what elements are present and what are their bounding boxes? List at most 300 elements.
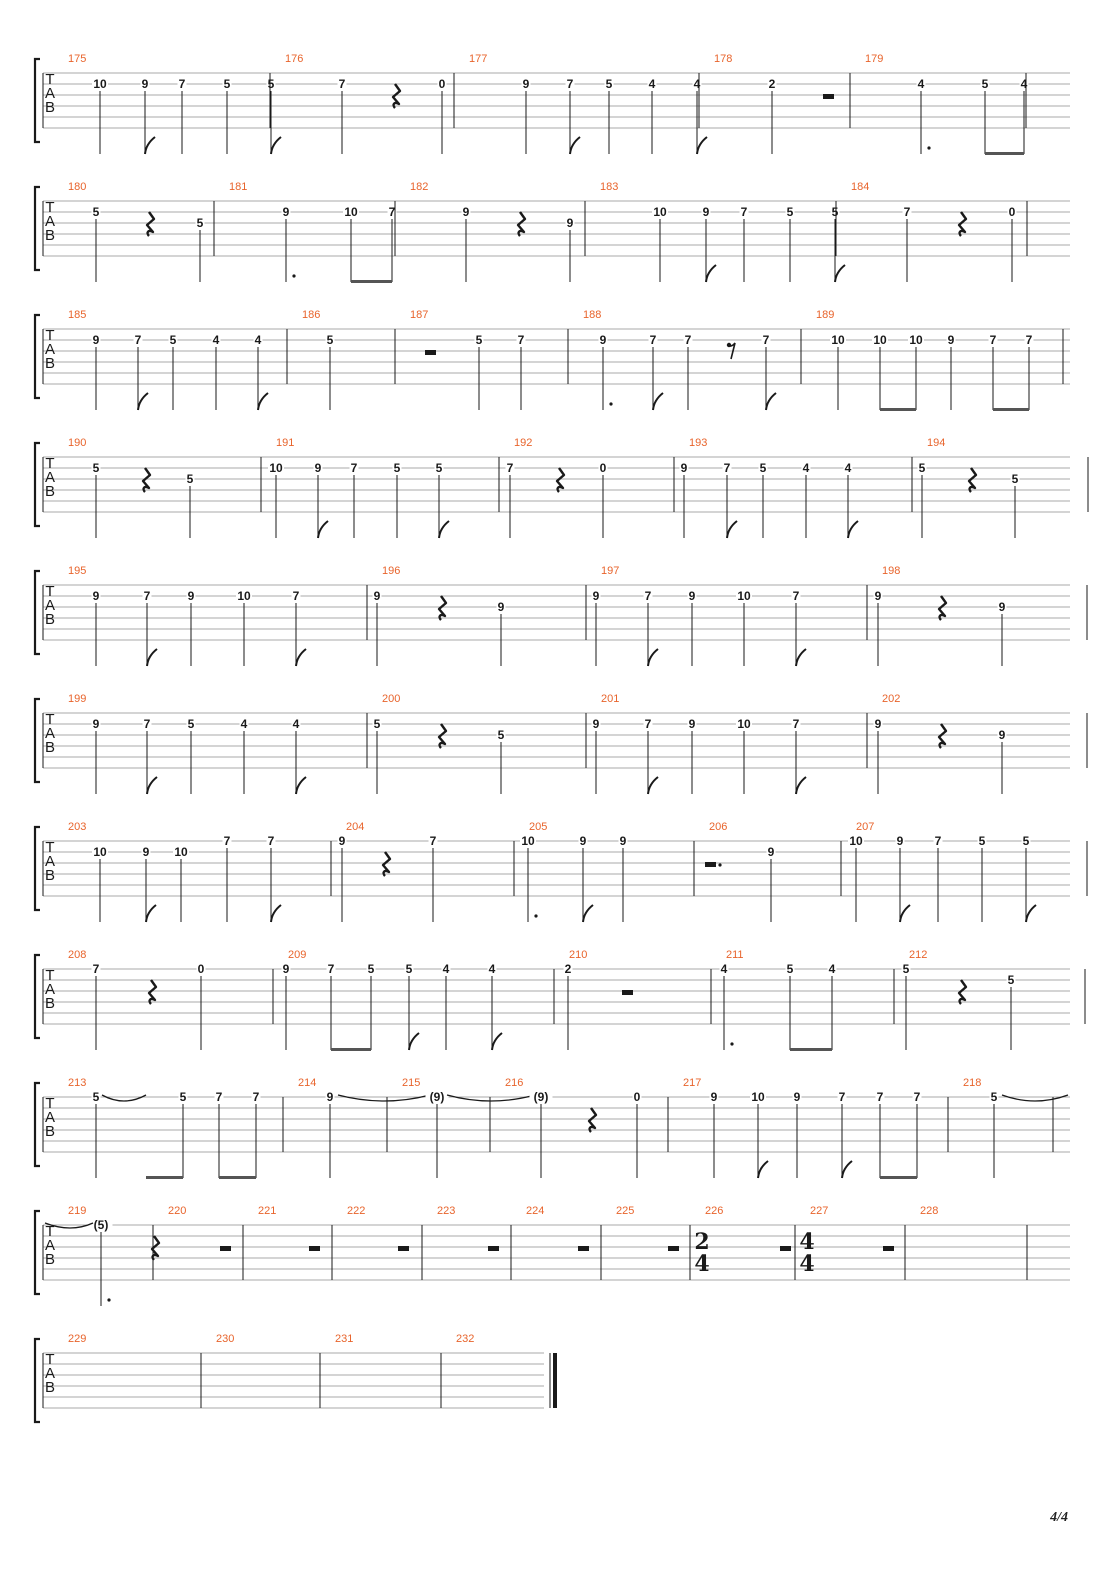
measure-number: 220 xyxy=(168,1205,187,1217)
tie-arc xyxy=(1002,1095,1068,1101)
fret-number: 9 xyxy=(92,589,100,603)
measure-number: 217 xyxy=(683,1077,702,1089)
measure-number: 203 xyxy=(68,821,87,833)
fret-number: 7 xyxy=(429,834,437,848)
fret-number: 9 xyxy=(282,205,290,219)
tab-clef-letter: A xyxy=(44,981,56,998)
fret-number: 5 xyxy=(1007,973,1015,987)
measure-number: 198 xyxy=(882,565,901,577)
fret-number: 5 xyxy=(92,461,100,475)
measure-number: 180 xyxy=(68,181,87,193)
fret-number: 10 xyxy=(174,845,188,859)
measure-number: 221 xyxy=(258,1205,277,1217)
fret-number: 7 xyxy=(143,717,151,731)
fret-number: 5 xyxy=(786,205,794,219)
fret-number: 4 xyxy=(488,962,496,976)
fret-number: 4 xyxy=(254,333,262,347)
quarter-rest xyxy=(959,980,966,1004)
measure-number: 228 xyxy=(920,1205,939,1217)
note-beam xyxy=(985,152,1024,155)
measure-number: 226 xyxy=(705,1205,724,1217)
fret-number: 7 xyxy=(223,834,231,848)
fret-number: 2 xyxy=(768,77,776,91)
note-beam xyxy=(880,408,916,411)
eighth-flag xyxy=(492,1033,502,1050)
fret-number: 5 xyxy=(393,461,401,475)
fret-number: 9 xyxy=(187,589,195,603)
eighth-flag xyxy=(766,393,776,410)
measure-number: 182 xyxy=(410,181,429,193)
tab-clef-letter: B xyxy=(44,1379,56,1396)
tab-clef-letter: A xyxy=(44,1365,56,1382)
half-rest xyxy=(823,94,834,99)
system-bracket xyxy=(35,315,40,398)
eighth-flag xyxy=(653,393,663,410)
measure-number: 232 xyxy=(456,1333,475,1345)
tab-clef-letter: T xyxy=(45,839,55,856)
fret-number: 2 xyxy=(564,962,572,976)
fret-number: 10 xyxy=(344,205,358,219)
tab-clef-letter: A xyxy=(44,85,56,102)
duration-dot xyxy=(927,146,930,149)
fret-number: 0 xyxy=(1008,205,1016,219)
duration-dot xyxy=(609,402,612,405)
tab-clef-letter: A xyxy=(44,725,56,742)
fret-number: 7 xyxy=(215,1090,223,1104)
measure-number: 177 xyxy=(469,53,488,65)
measure-number: 205 xyxy=(529,821,548,833)
eighth-flag xyxy=(848,521,858,538)
fret-number: 9 xyxy=(141,77,149,91)
fret-number: 5 xyxy=(373,717,381,731)
eighth-flag xyxy=(900,905,910,922)
tab-clef-letter: T xyxy=(45,71,55,88)
fret-number: 4 xyxy=(720,962,728,976)
system-bracket xyxy=(35,59,40,142)
fret-number: 9 xyxy=(767,845,775,859)
eighth-flag xyxy=(706,265,716,282)
fret-number: 9 xyxy=(688,717,696,731)
tab-clef-letter: A xyxy=(44,597,56,614)
quarter-rest xyxy=(439,724,446,748)
fret-number: 5 xyxy=(187,717,195,731)
eighth-flag xyxy=(439,521,449,538)
measure-number: 184 xyxy=(851,181,870,193)
eighth-flag xyxy=(842,1161,852,1178)
fret-number: 9 xyxy=(710,1090,718,1104)
fret-number: 7 xyxy=(989,333,997,347)
quarter-rest xyxy=(969,468,976,492)
eighth-flag xyxy=(296,649,306,666)
fret-number: 7 xyxy=(506,461,514,475)
fret-number: 7 xyxy=(649,333,657,347)
time-signature-top: 2 xyxy=(694,1229,710,1255)
half-rest xyxy=(578,1246,589,1251)
fret-number: 4 xyxy=(917,77,925,91)
fret-number: 4 xyxy=(292,717,300,731)
fret-number: 5 xyxy=(786,962,794,976)
fret-number: 5 xyxy=(605,77,613,91)
fret-number: 0 xyxy=(197,962,205,976)
fret-number: 7 xyxy=(762,333,770,347)
tab-clef-letter: A xyxy=(44,213,56,230)
eighth-flag xyxy=(409,1033,419,1050)
fret-number: 7 xyxy=(388,205,396,219)
measure-number: 179 xyxy=(865,53,884,65)
fret-number: 5 xyxy=(405,962,413,976)
measure-number: 186 xyxy=(302,309,321,321)
fret-number: 4 xyxy=(648,77,656,91)
measure-number: 201 xyxy=(601,693,620,705)
fret-number: 10 xyxy=(873,333,887,347)
eighth-flag xyxy=(835,265,845,282)
note-beam xyxy=(351,280,392,283)
fret-number: 10 xyxy=(831,333,845,347)
system-bracket xyxy=(35,187,40,270)
eighth-flag xyxy=(648,777,658,794)
fret-number: 5 xyxy=(981,77,989,91)
half-rest xyxy=(780,1246,791,1251)
measure-number: 209 xyxy=(288,949,307,961)
quarter-rest xyxy=(439,596,446,620)
measure-number: 187 xyxy=(410,309,429,321)
fret-number: 9 xyxy=(579,834,587,848)
quarter-rest xyxy=(393,84,400,108)
measure-number: 199 xyxy=(68,693,87,705)
quarter-rest xyxy=(147,212,154,236)
duration-dot xyxy=(292,274,295,277)
fret-number: 10 xyxy=(849,834,863,848)
fret-number: 7 xyxy=(178,77,186,91)
fret-number: 5 xyxy=(267,77,275,91)
tab-clef-letter: A xyxy=(44,1237,56,1254)
fret-number: 5 xyxy=(92,205,100,219)
fret-number: 7 xyxy=(644,589,652,603)
eighth-flag xyxy=(796,777,806,794)
eighth-flag xyxy=(258,393,268,410)
note-beam xyxy=(146,1176,183,1179)
system-bracket xyxy=(35,443,40,526)
fret-number: 5 xyxy=(990,1090,998,1104)
fret-number: 5 xyxy=(435,461,443,475)
measure-number: 230 xyxy=(216,1333,235,1345)
quarter-rest xyxy=(518,212,525,236)
eighth-flag xyxy=(138,393,148,410)
fret-number: 7 xyxy=(684,333,692,347)
tab-clef-letter: B xyxy=(44,99,56,116)
system-bracket xyxy=(35,699,40,782)
note-beam xyxy=(219,1176,256,1179)
fret-number: 7 xyxy=(92,962,100,976)
measure-number: 218 xyxy=(963,1077,982,1089)
eighth-flag xyxy=(796,649,806,666)
fret-number: 9 xyxy=(599,333,607,347)
system-bracket xyxy=(35,571,40,654)
half-rest xyxy=(705,862,716,867)
eighth-flag xyxy=(648,649,658,666)
system-bracket xyxy=(35,827,40,910)
measure-number: 215 xyxy=(402,1077,421,1089)
fret-number: (9) xyxy=(533,1090,549,1104)
fret-number: 7 xyxy=(838,1090,846,1104)
half-rest xyxy=(488,1246,499,1251)
measure-number: 191 xyxy=(276,437,295,449)
fret-number: 5 xyxy=(759,461,767,475)
tab-clef-letter: T xyxy=(45,455,55,472)
fret-number: 9 xyxy=(522,77,530,91)
tab-clef-letter: T xyxy=(45,583,55,600)
eighth-flag xyxy=(727,521,737,538)
half-rest xyxy=(220,1246,231,1251)
fret-number: 7 xyxy=(134,333,142,347)
measure-number: 208 xyxy=(68,949,87,961)
fret-number: 9 xyxy=(338,834,346,848)
fret-number: 10 xyxy=(93,77,107,91)
note-beam xyxy=(880,1176,917,1179)
fret-number: 10 xyxy=(93,845,107,859)
note-beam xyxy=(993,408,1029,411)
tab-clef-letter: T xyxy=(45,199,55,216)
fret-number: 5 xyxy=(902,962,910,976)
tab-clef-letter: T xyxy=(45,967,55,984)
fret-number: 7 xyxy=(292,589,300,603)
fret-number: 9 xyxy=(998,600,1006,614)
tab-clef-letter: A xyxy=(44,469,56,486)
tab-clef-letter: T xyxy=(45,1095,55,1112)
time-signature-bottom: 4 xyxy=(799,1251,815,1277)
measure-number: 229 xyxy=(68,1333,87,1345)
fret-number: 9 xyxy=(142,845,150,859)
fret-number: 9 xyxy=(896,834,904,848)
measure-number: 227 xyxy=(810,1205,829,1217)
fret-number: 7 xyxy=(1025,333,1033,347)
quarter-rest xyxy=(557,468,564,492)
quarter-rest xyxy=(939,596,946,620)
measure-number: 222 xyxy=(347,1205,366,1217)
measure-number: 204 xyxy=(346,821,365,833)
measure-number: 194 xyxy=(927,437,946,449)
fret-number: 7 xyxy=(143,589,151,603)
rest-dot xyxy=(718,863,721,866)
fret-number: 9 xyxy=(314,461,322,475)
tab-clef-letter: T xyxy=(45,711,55,728)
tab-clef-letter: B xyxy=(44,1123,56,1140)
fret-number: 5 xyxy=(978,834,986,848)
fret-number: 4 xyxy=(828,962,836,976)
tab-clef-letter: A xyxy=(44,853,56,870)
fret-number: 9 xyxy=(373,589,381,603)
measure-number: 207 xyxy=(856,821,875,833)
tab-clef-letter: A xyxy=(44,341,56,358)
fret-number: 7 xyxy=(566,77,574,91)
fret-number: 4 xyxy=(1020,77,1028,91)
fret-number: (5) xyxy=(93,1218,109,1232)
tab-clef-letter: B xyxy=(44,611,56,628)
fret-number: 10 xyxy=(653,205,667,219)
fret-number: 10 xyxy=(909,333,923,347)
eighth-flag xyxy=(271,137,281,154)
fret-number: 5 xyxy=(326,333,334,347)
fret-number: 5 xyxy=(169,333,177,347)
measure-number: 213 xyxy=(68,1077,87,1089)
fret-number: 9 xyxy=(688,589,696,603)
measure-number: 214 xyxy=(298,1077,317,1089)
tab-clef-letter: B xyxy=(44,995,56,1012)
measure-number: 225 xyxy=(616,1205,635,1217)
fret-number: 7 xyxy=(350,461,358,475)
fret-number: 7 xyxy=(792,717,800,731)
quarter-rest xyxy=(939,724,946,748)
fret-number: 10 xyxy=(737,717,751,731)
tie-arc xyxy=(102,1095,146,1101)
fret-number: 9 xyxy=(592,589,600,603)
fret-number: 5 xyxy=(179,1090,187,1104)
fret-number: 9 xyxy=(998,728,1006,742)
fret-number: 4 xyxy=(802,461,810,475)
eighth-flag xyxy=(146,905,156,922)
note-beam xyxy=(790,1048,832,1051)
eighth-flag xyxy=(147,649,157,666)
half-rest xyxy=(668,1246,679,1251)
measure-number: 196 xyxy=(382,565,401,577)
duration-dot xyxy=(107,1298,110,1301)
system-bracket xyxy=(35,955,40,1038)
eighth-flag xyxy=(145,137,155,154)
fret-number: 7 xyxy=(327,962,335,976)
fret-number: 9 xyxy=(947,333,955,347)
measure-number: 183 xyxy=(600,181,619,193)
half-rest xyxy=(398,1246,409,1251)
quarter-rest xyxy=(589,1108,596,1132)
tab-clef-letter: B xyxy=(44,867,56,884)
fret-number: 5 xyxy=(92,1090,100,1104)
fret-number: 5 xyxy=(475,333,483,347)
measure-number: 212 xyxy=(909,949,928,961)
fret-number: 5 xyxy=(223,77,231,91)
eighth-flag xyxy=(758,1161,768,1178)
measure-number: 219 xyxy=(68,1205,87,1217)
fret-number: 7 xyxy=(792,589,800,603)
measure-number: 192 xyxy=(514,437,533,449)
fret-number: 10 xyxy=(269,461,283,475)
fret-number: 9 xyxy=(326,1090,334,1104)
quarter-rest xyxy=(959,212,966,236)
fret-number: 7 xyxy=(644,717,652,731)
fret-number: 10 xyxy=(737,589,751,603)
fret-number: 9 xyxy=(619,834,627,848)
fret-number: 7 xyxy=(903,205,911,219)
fret-number: 4 xyxy=(442,962,450,976)
fret-number: 9 xyxy=(680,461,688,475)
fret-number: 7 xyxy=(740,205,748,219)
tab-clef-letter: T xyxy=(45,1351,55,1368)
fret-number: 7 xyxy=(913,1090,921,1104)
half-rest xyxy=(425,350,436,355)
fret-number: 5 xyxy=(196,216,204,230)
quarter-rest xyxy=(143,468,150,492)
fret-number: 4 xyxy=(212,333,220,347)
measure-number: 200 xyxy=(382,693,401,705)
fret-number: 7 xyxy=(517,333,525,347)
fret-number: 5 xyxy=(1011,472,1019,486)
measure-number: 185 xyxy=(68,309,87,321)
quarter-rest xyxy=(149,980,156,1004)
system-bracket xyxy=(35,1083,40,1166)
fret-number: 5 xyxy=(831,205,839,219)
measure-number: 210 xyxy=(569,949,588,961)
fret-number: 7 xyxy=(934,834,942,848)
fret-number: 10 xyxy=(237,589,251,603)
system-bracket xyxy=(35,1339,40,1422)
fret-number: 5 xyxy=(497,728,505,742)
fret-number: 9 xyxy=(874,717,882,731)
measure-number: 176 xyxy=(285,53,304,65)
quarter-rest xyxy=(383,852,390,876)
measure-number: 195 xyxy=(68,565,87,577)
measure-number: 206 xyxy=(709,821,728,833)
tab-clef-letter: B xyxy=(44,1251,56,1268)
fret-number: 9 xyxy=(92,333,100,347)
time-signature-bottom: 4 xyxy=(694,1251,710,1277)
fret-number: 10 xyxy=(751,1090,765,1104)
time-signature-top: 4 xyxy=(799,1229,815,1255)
fret-number: 9 xyxy=(462,205,470,219)
fret-number: 7 xyxy=(723,461,731,475)
tab-clef-letter: A xyxy=(44,1109,56,1126)
measure-number: 211 xyxy=(726,949,744,961)
fret-number: 9 xyxy=(592,717,600,731)
fret-number: 0 xyxy=(633,1090,641,1104)
fret-number: 9 xyxy=(702,205,710,219)
fret-number: 4 xyxy=(693,77,701,91)
fret-number: 9 xyxy=(92,717,100,731)
measure-number: 197 xyxy=(601,565,620,577)
fret-number: (9) xyxy=(429,1090,445,1104)
measure-number: 231 xyxy=(335,1333,354,1345)
measure-number: 178 xyxy=(714,53,733,65)
fret-number: 9 xyxy=(874,589,882,603)
tie-arc xyxy=(338,1095,430,1101)
final-thick-barline xyxy=(553,1353,557,1408)
measure-number: 223 xyxy=(437,1205,456,1217)
fret-number: 4 xyxy=(240,717,248,731)
fret-number: 5 xyxy=(367,962,375,976)
measure-number: 181 xyxy=(229,181,248,193)
measure-number: 188 xyxy=(583,309,602,321)
tie-arc xyxy=(447,1095,535,1101)
eighth-flag xyxy=(271,905,281,922)
measure-number: 193 xyxy=(689,437,708,449)
eighth-flag xyxy=(147,777,157,794)
measure-number: 189 xyxy=(816,309,835,321)
system-bracket xyxy=(35,1211,40,1294)
fret-number: 9 xyxy=(793,1090,801,1104)
tab-clef-letter: B xyxy=(44,355,56,372)
tab-clef-letter: B xyxy=(44,739,56,756)
fret-number: 10 xyxy=(521,834,535,848)
fret-number: 9 xyxy=(566,216,574,230)
half-rest xyxy=(622,990,633,995)
measure-number: 175 xyxy=(68,53,87,65)
tab-clef-letter: B xyxy=(44,227,56,244)
measure-number: 224 xyxy=(526,1205,545,1217)
page-number: 4/4 xyxy=(1050,1510,1068,1525)
fret-number: 9 xyxy=(497,600,505,614)
duration-dot xyxy=(534,914,537,917)
half-rest xyxy=(309,1246,320,1251)
measure-number: 190 xyxy=(68,437,87,449)
tab-clef-letter: B xyxy=(44,483,56,500)
